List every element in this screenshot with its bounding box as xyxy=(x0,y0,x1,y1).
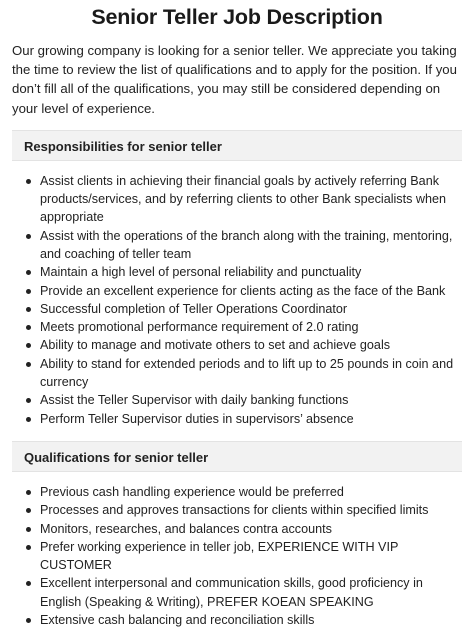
list-item: Processes and approves transactions for clients within specified limits xyxy=(40,501,462,519)
list-item: Successful completion of Teller Operations Coordinator xyxy=(40,300,462,318)
qualifications-heading: Qualifications for senior teller xyxy=(12,441,462,472)
list-item: Previous cash handling experience would be preferred xyxy=(40,483,462,501)
list-item: Ability to manage and motivate others to set and achieve goals xyxy=(40,336,462,354)
list-item: Provide an excellent experience for clients acting as the face of the Bank xyxy=(40,282,462,300)
qualifications-list xyxy=(12,483,462,629)
responsibilities-list xyxy=(12,172,462,428)
list-item: Meets promotional performance requirement of 2.0 rating xyxy=(40,318,462,336)
list-item: Ability to stand for extended periods and to lift up to 25 pounds in coin and currency xyxy=(40,355,462,392)
list-item: Prefer working experience in teller job, EXPERIENCE WITH VIP CUSTOMER xyxy=(40,538,462,575)
list-item: Assist clients in achieving their financial goals by actively referring Bank products/services, and by referring clients to other Bank specialists when appropriate xyxy=(40,172,462,227)
list-item: Maintain a high level of personal reliability and punctuality xyxy=(40,263,462,281)
responsibilities-heading: Responsibilities for senior teller xyxy=(12,130,462,161)
list-item: Excellent interpersonal and communication skills, good proficiency in English (Speaking & Writing), PREFER KOEAN SPEAKING xyxy=(40,574,462,611)
intro-paragraph: Our growing company is looking for a senior teller. We appreciate you taking the time to review the list of qualifications and to apply for the position. If you don’t fill all of the qualifications, you may still be considered depending on your level of experience. xyxy=(12,43,457,116)
list-item: Extensive cash balancing and reconciliation skills xyxy=(40,611,462,629)
list-item: Perform Teller Supervisor duties in supervisors’ absence xyxy=(40,410,462,428)
list-item: Monitors, researches, and balances contra accounts xyxy=(40,520,462,538)
list-item: Assist the Teller Supervisor with daily banking functions xyxy=(40,391,462,409)
list-item: Assist with the operations of the branch along with the training, mentoring, and coaching of teller team xyxy=(40,227,462,264)
page-title: Senior Teller Job Description xyxy=(91,5,383,29)
